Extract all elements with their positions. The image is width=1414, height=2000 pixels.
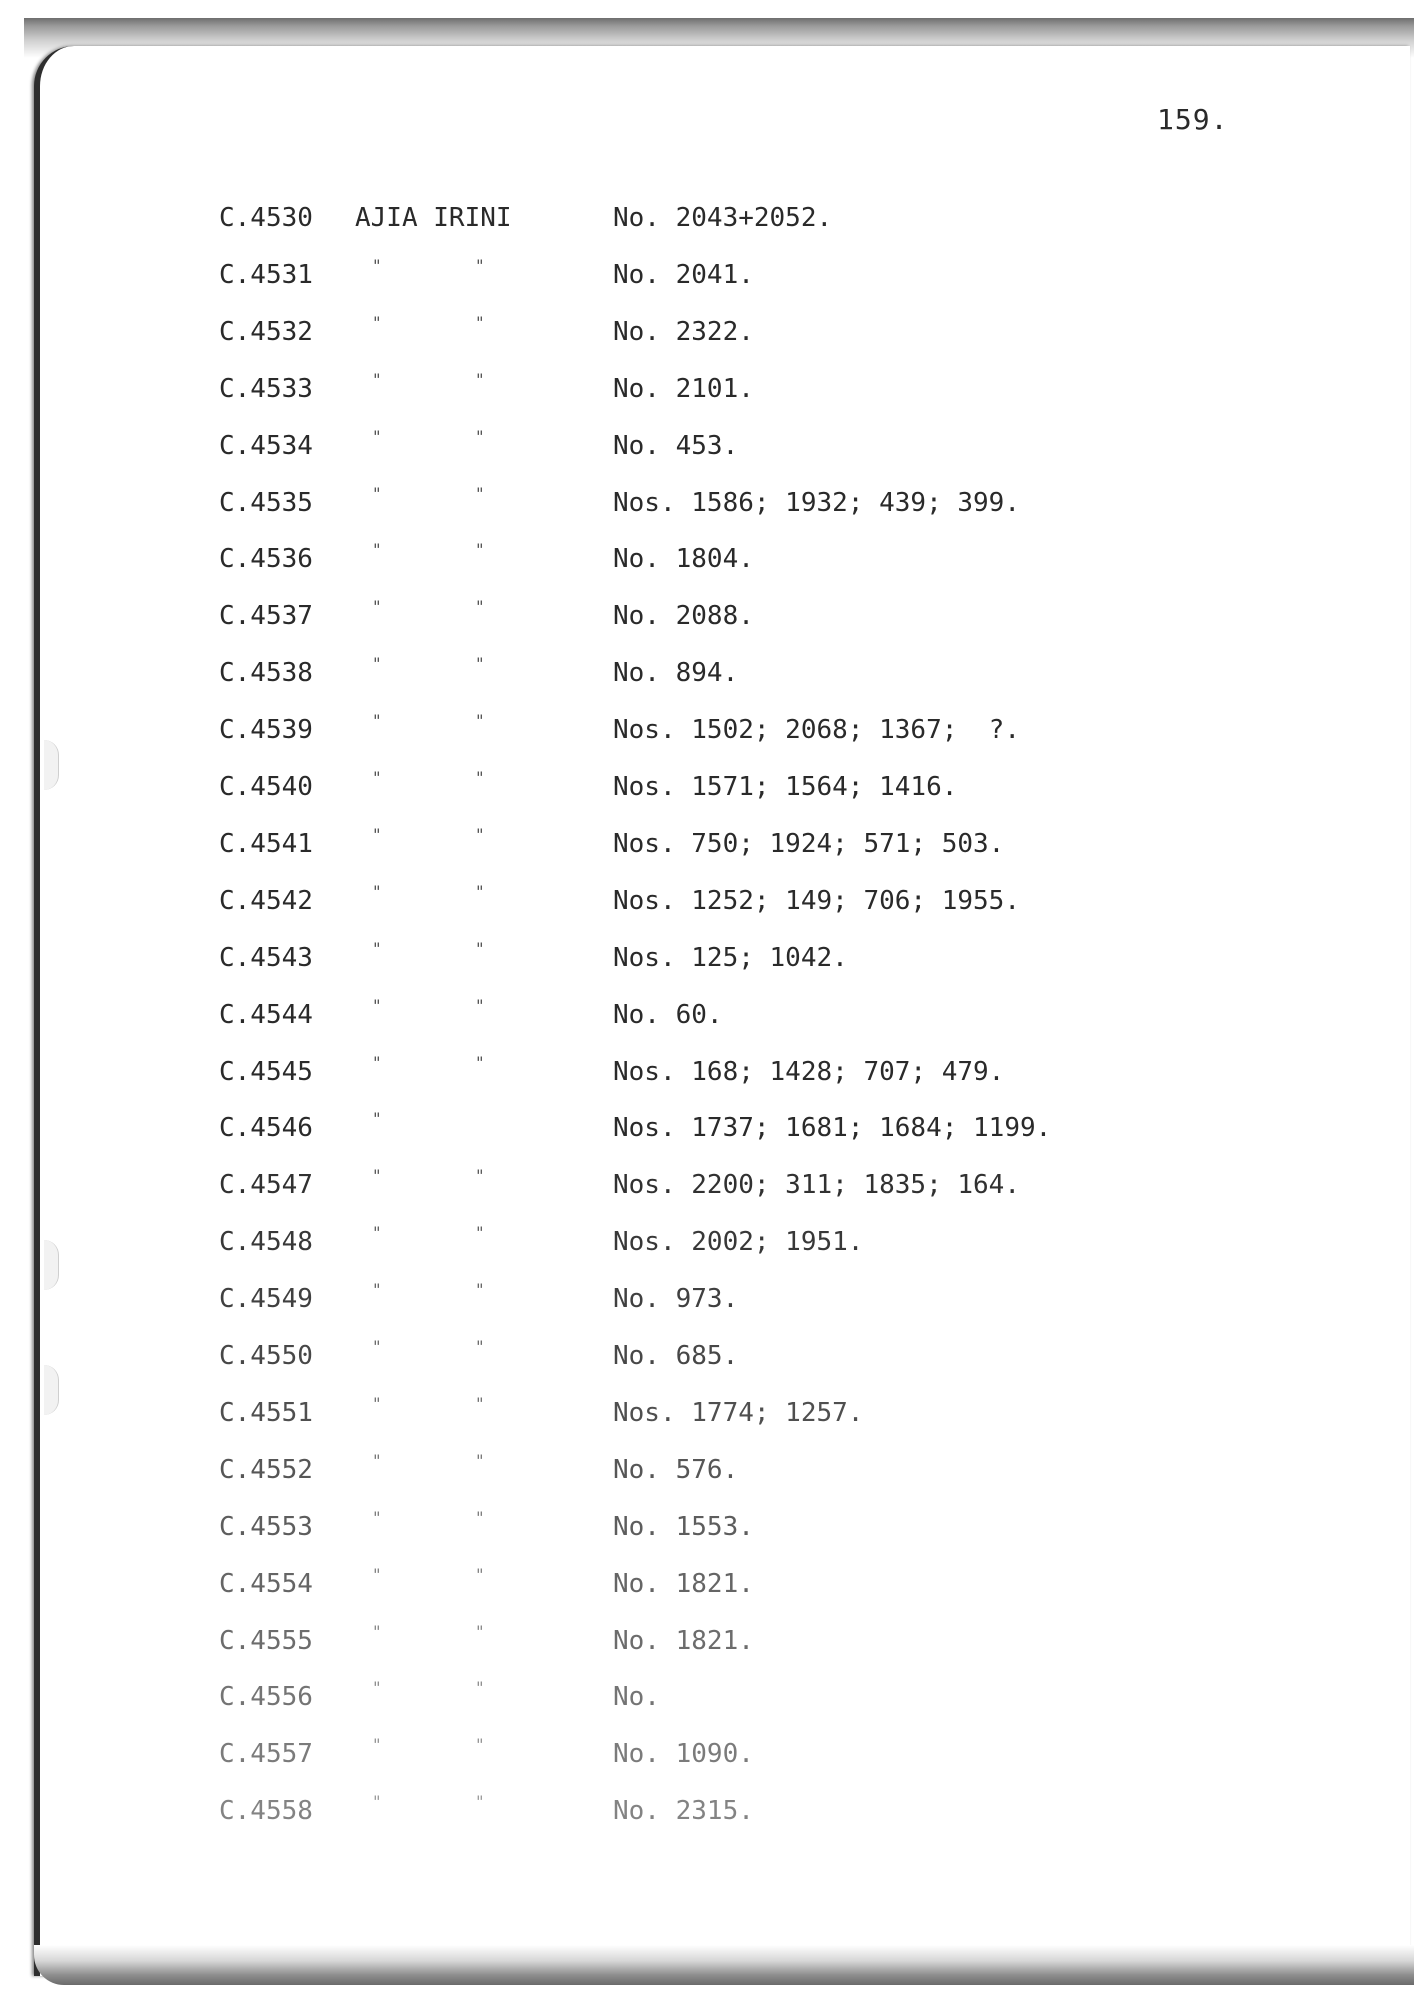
- ditto-mark: ": [372, 1508, 382, 1527]
- catalogue-row: [0, 1678, 1414, 1722]
- site-name: AJIA IRINI: [355, 203, 512, 233]
- catalogue-number: C.4555: [219, 1626, 313, 1656]
- catalogue-row: [0, 597, 1414, 641]
- ditto-mark: ": [372, 996, 382, 1015]
- object-numbers: No. 1821.: [613, 1569, 754, 1599]
- object-numbers: No. 1090.: [613, 1739, 754, 1769]
- catalogue-row: [0, 370, 1414, 414]
- ditto-mark: ": [372, 1622, 382, 1641]
- ditto-mark: ": [372, 1166, 382, 1185]
- ditto-mark: ": [372, 1280, 382, 1299]
- object-numbers: No. 576.: [613, 1455, 739, 1485]
- ditto-mark: ": [475, 1166, 485, 1185]
- catalogue-number: C.4550: [219, 1341, 313, 1371]
- object-numbers: No. 1821.: [613, 1626, 754, 1656]
- catalogue-row: [0, 540, 1414, 584]
- catalogue-row: [0, 654, 1414, 698]
- catalogue-row: [0, 882, 1414, 926]
- ditto-mark: ": [475, 939, 485, 958]
- object-numbers: Nos. 1737; 1681; 1684; 1199.: [613, 1113, 1052, 1143]
- catalogue-number: C.4554: [219, 1569, 313, 1599]
- ditto-mark: ": [372, 313, 382, 332]
- object-numbers: No. 2315.: [613, 1796, 754, 1826]
- object-numbers: No. 2041.: [613, 260, 754, 290]
- catalogue-number: C.4552: [219, 1455, 313, 1485]
- catalogue-row: [0, 1451, 1414, 1495]
- ditto-mark: ": [372, 1337, 382, 1356]
- catalogue-number: C.4541: [219, 829, 313, 859]
- catalogue-row: [0, 1394, 1414, 1438]
- ditto-mark: ": [372, 427, 382, 446]
- ditto-mark: ": [475, 427, 485, 446]
- catalogue-number: C.4530: [219, 203, 313, 233]
- ditto-mark: ": [475, 1280, 485, 1299]
- ditto-mark: ": [372, 540, 382, 559]
- catalogue-number: C.4545: [219, 1057, 313, 1087]
- ditto-mark: ": [475, 1451, 485, 1470]
- catalogue-row: [0, 1337, 1414, 1381]
- catalogue-number: C.4551: [219, 1398, 313, 1428]
- catalogue-number: C.4540: [219, 772, 313, 802]
- catalogue-row: [0, 711, 1414, 755]
- catalogue-number: C.4546: [219, 1113, 313, 1143]
- object-numbers: No. 60.: [613, 1000, 723, 1030]
- ditto-mark: ": [475, 597, 485, 616]
- ditto-mark: ": [372, 1053, 382, 1072]
- catalogue-row: [0, 484, 1414, 528]
- catalogue-number: C.4538: [219, 658, 313, 688]
- ditto-mark: ": [475, 1678, 485, 1697]
- ditto-mark: ": [372, 825, 382, 844]
- catalogue-row: [0, 256, 1414, 300]
- catalogue-row: [0, 1223, 1414, 1267]
- object-numbers: No. 973.: [613, 1284, 739, 1314]
- object-numbers: No. 1804.: [613, 544, 754, 574]
- object-numbers: Nos. 168; 1428; 707; 479.: [613, 1057, 1005, 1087]
- ditto-mark: ": [475, 484, 485, 503]
- object-numbers: No.: [613, 1682, 660, 1712]
- object-numbers: Nos. 1774; 1257.: [613, 1398, 864, 1428]
- object-numbers: No. 685.: [613, 1341, 739, 1371]
- object-numbers: Nos. 1571; 1564; 1416.: [613, 772, 958, 802]
- ditto-mark: ": [372, 882, 382, 901]
- ditto-mark: ": [475, 370, 485, 389]
- ditto-mark: ": [372, 768, 382, 787]
- catalogue-number: C.4558: [219, 1796, 313, 1826]
- ditto-mark: ": [372, 654, 382, 673]
- ditto-mark: ": [372, 939, 382, 958]
- ditto-mark: ": [372, 1109, 382, 1128]
- ditto-mark: ": [372, 1223, 382, 1242]
- catalogue-row: [0, 203, 1414, 243]
- ditto-mark: ": [372, 1394, 382, 1413]
- object-numbers: No. 453.: [613, 431, 739, 461]
- object-numbers: Nos. 1586; 1932; 439; 399.: [613, 488, 1020, 518]
- catalogue-number: C.4534: [219, 431, 313, 461]
- catalogue-row: [0, 1622, 1414, 1666]
- catalogue-row: [0, 1166, 1414, 1210]
- catalogue-row: [0, 1053, 1414, 1097]
- catalogue-row: [0, 1735, 1414, 1779]
- ditto-mark: ": [475, 1053, 485, 1072]
- catalogue-number: C.4533: [219, 374, 313, 404]
- ditto-mark: ": [372, 711, 382, 730]
- ditto-mark: ": [372, 1792, 382, 1811]
- object-numbers: No. 2322.: [613, 317, 754, 347]
- catalogue-number: C.4556: [219, 1682, 313, 1712]
- catalogue-number: C.4549: [219, 1284, 313, 1314]
- ditto-mark: ": [475, 882, 485, 901]
- ditto-mark: ": [372, 484, 382, 503]
- page-number: 159.: [1157, 103, 1229, 136]
- object-numbers: No. 1553.: [613, 1512, 754, 1542]
- catalogue-number: C.4535: [219, 488, 313, 518]
- catalogue-row: [0, 1280, 1414, 1324]
- ditto-mark: ": [475, 256, 485, 275]
- catalogue-row: [0, 1565, 1414, 1609]
- catalogue-number: C.4542: [219, 886, 313, 916]
- ditto-mark: ": [475, 1394, 485, 1413]
- ditto-mark: ": [475, 768, 485, 787]
- catalogue-row: [0, 825, 1414, 869]
- ditto-mark: ": [475, 1792, 485, 1811]
- catalogue-number: C.4536: [219, 544, 313, 574]
- object-numbers: No. 2101.: [613, 374, 754, 404]
- ditto-mark: ": [475, 540, 485, 559]
- catalogue-row: [0, 939, 1414, 983]
- ditto-mark: ": [475, 1508, 485, 1527]
- ditto-mark: ": [475, 313, 485, 332]
- object-numbers: Nos. 750; 1924; 571; 503.: [613, 829, 1005, 859]
- object-numbers: Nos. 125; 1042.: [613, 943, 848, 973]
- catalogue-number: C.4547: [219, 1170, 313, 1200]
- ditto-mark: ": [475, 711, 485, 730]
- catalogue-row: [0, 768, 1414, 812]
- catalogue-number: C.4532: [219, 317, 313, 347]
- ditto-mark: ": [475, 1735, 485, 1754]
- ditto-mark: ": [372, 1735, 382, 1754]
- ditto-mark: ": [475, 996, 485, 1015]
- ditto-mark: ": [372, 1565, 382, 1584]
- catalogue-number: C.4548: [219, 1227, 313, 1257]
- ditto-mark: ": [475, 1565, 485, 1584]
- ditto-mark: ": [475, 1622, 485, 1641]
- catalogue-number: C.4553: [219, 1512, 313, 1542]
- catalogue-row: [0, 996, 1414, 1040]
- catalogue-number: C.4537: [219, 601, 313, 631]
- catalogue-row: [0, 427, 1414, 471]
- object-numbers: No. 894.: [613, 658, 739, 688]
- object-numbers: No. 2088.: [613, 601, 754, 631]
- catalogue-number: C.4544: [219, 1000, 313, 1030]
- object-numbers: Nos. 1502; 2068; 1367; ?.: [613, 715, 1020, 745]
- catalogue-number: C.4543: [219, 943, 313, 973]
- catalogue-row: [0, 1508, 1414, 1552]
- catalogue-row: [0, 1109, 1414, 1153]
- ditto-mark: ": [372, 1451, 382, 1470]
- ditto-mark: ": [475, 1337, 485, 1356]
- catalogue-number: C.4539: [219, 715, 313, 745]
- catalogue-number: C.4557: [219, 1739, 313, 1769]
- ditto-mark: ": [475, 1223, 485, 1242]
- object-numbers: No. 2043+2052.: [613, 203, 833, 233]
- ditto-mark: ": [475, 654, 485, 673]
- object-numbers: Nos. 2200; 311; 1835; 164.: [613, 1170, 1020, 1200]
- catalogue-number: C.4531: [219, 260, 313, 290]
- ditto-mark: ": [372, 256, 382, 275]
- object-numbers: Nos. 1252; 149; 706; 1955.: [613, 886, 1020, 916]
- ditto-mark: ": [372, 597, 382, 616]
- ditto-mark: ": [372, 370, 382, 389]
- catalogue-row: [0, 1792, 1414, 1836]
- catalogue-row: [0, 313, 1414, 357]
- ditto-mark: ": [475, 825, 485, 844]
- ditto-mark: ": [372, 1678, 382, 1697]
- object-numbers: Nos. 2002; 1951.: [613, 1227, 864, 1257]
